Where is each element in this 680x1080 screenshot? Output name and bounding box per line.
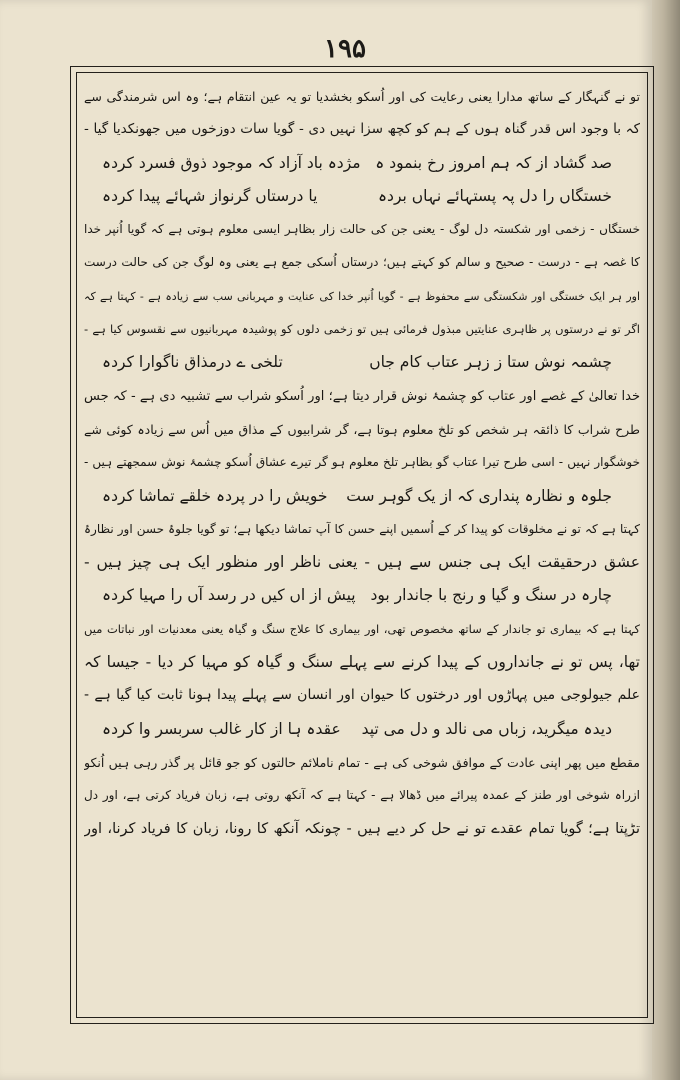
prose-line: کہتا ہے کہ تو نے مخلوقات کو پیدا کر کے اُسمیں اپنے حسن کا آپ تماشا دیکھا ہے؛ تو گویا جلوۂ حسن اور نظارۂ <box>84 521 640 536</box>
prose-line: خدا تعالیٰ کے غصے اور عتاب کو چشمۂ نوش قرار دیتا ہے؛ اور اُسکو شراب سے تشبیہ دی ہے - کہ جس <box>84 388 640 404</box>
verse-hemistich-right: چشمہ نوش ستا ز زہر عتاب کام جاں <box>369 353 612 372</box>
verse-line <box>84 180 640 213</box>
verse-hemistich-left: عقدہ ہا از کار غالب سربسر وا کردہ <box>102 719 341 738</box>
prose-line: کہتا ہے کہ بیماری تو جاندار کے ساتھ مخصوص تھی، اور بیماری کا علاج سنگ و گیاہ یعنی معدنیات اور نباتات میں <box>84 621 640 636</box>
prose-line: اور ہر ایک خستگی اور شکستگی سے محفوظ ہے - گویا اُنپر خدا کی عنایت و مہربانی سب سے زیادہ ہے - کہتا ہے کہ <box>84 289 640 303</box>
prose-line: طرح شراب کا ذائقہ ہر شخص کو تلخ معلوم ہوتا ہے، گر شرابیوں کے مذاق میں اُس سے زیادہ کوئی شے <box>84 421 640 437</box>
verse-hemistich-right: صد گشاد از کہ ہم امروز رخ بنمود ہ <box>375 153 612 172</box>
prose-line: تو نے گنہگار کے ساتھ مدارا یعنی رعایت کی اور اُسکو بخشدیا تو یہ عین انتقام ہے؛ وہ اس شرمندگی سے <box>84 89 640 104</box>
prose-line: علم جیولوجی میں پہاڑوں اور درختوں کا حیوان اور انسان سے پہلے پیدا ہونا ثابت کیا گیا ہے - <box>84 687 640 704</box>
verse-line <box>84 579 640 612</box>
prose-line: مقطع میں پھر اپنی عادت کے موافق شوخی کی ہے - تمام ناملائم حالتوں کو جو قائل پر گذر رہی ہیں اُنکو <box>84 754 640 770</box>
verse-line <box>84 713 640 746</box>
prose-line: عشق درحقیقت ایک ہی جنس سے ہیں - یعنی ناظر اور منظور ایک ہی چیز ہیں - <box>84 553 640 572</box>
verse-hemistich-right: دیدہ میگرید، زباں می نالد و دل می تپد <box>361 719 612 738</box>
next-page-edge <box>652 0 680 1080</box>
prose-line: اگر تو نے درستوں پر ظاہری عنایتیں مبذول فرمائی ہیں تو زخمی دلوں کو پوشیدہ مہربانیوں سے نقسوس کیا ہے - <box>84 322 640 337</box>
prose-line: ازراہ شوخی اور طنز کے عمدہ پیرائے میں ڈھالا ہے - کہتا ہے کہ آنکھ روتی ہے، زبان فریاد کرتی ہے، اور دل <box>84 788 640 803</box>
verse-hemistich-left: یا درستاں گرنواز شہائے پیدا کردہ <box>102 186 318 205</box>
verse-line <box>84 346 640 379</box>
verse-hemistich-right: خستگاں را دل پہ پستہائے نہاں بردہ <box>377 186 612 205</box>
verse-hemistich-right: جلوہ و نظارہ پنداری کہ از یک گوہر ست <box>346 486 612 505</box>
verse-hemistich-right: چارہ در سنگ و گیا و رنج با جاندار بود <box>370 586 612 605</box>
verse-hemistich-left: خویش را در پردہ خلقے تماشا کردہ <box>102 486 328 505</box>
verse-hemistich-left: مژدہ باد آزاد کہ موجود ذوق فسرد کردہ <box>102 153 361 172</box>
text-block <box>84 80 640 1012</box>
prose-line: خستگاں - زخمی اور شکستہ دل لوگ - یعنی جن کی حالت زار بظاہر ایسی معلوم ہوتی ہے کہ گویا اُنپر خدا <box>84 222 640 237</box>
verse-line <box>84 480 640 513</box>
prose-line: خوشگوار نہیں - اسی طرح تیرا عتاب گو بظاہر تلخ معلوم ہو گر تیرے عشاق اُسکو چشمۂ نوش سمجھتے ہیں - <box>84 455 640 470</box>
prose-line: کہ با وجود اس قدر گناہ ہوں کے ہم کو کچھ سزا نہیں دی - گویا سات دوزخوں میں جھونکدیا گیا - <box>84 121 640 138</box>
verse-hemistich-left: تلخی ے درمذاق ناگوارا کردہ <box>102 353 283 372</box>
verse-hemistich-left: پیش از اں کیں در رسد آں را مہیا کردہ <box>102 586 356 605</box>
verse-line <box>84 147 640 180</box>
prose-line: تھا، پس تو نے جانداروں کے پیدا کرنے سے پہلے سنگ و گیاہ کو مہیا کر دیا - جیسا کہ <box>84 653 640 672</box>
prose-line: کا غصہ ہے - درست - صحیح و سالم کو کہتے ہیں؛ درستاں اُسکی جمع ہے یعنی وہ لوگ جن کی حالت درست <box>84 255 640 270</box>
prose-line: تڑپتا ہے؛ گویا تمام عقدے تو نے حل کر دیے ہیں - چونکہ آنکھ کا رونا، زبان کا فریاد کرنا، اور <box>84 820 640 837</box>
page-number: ۱۹۵ <box>324 34 366 64</box>
